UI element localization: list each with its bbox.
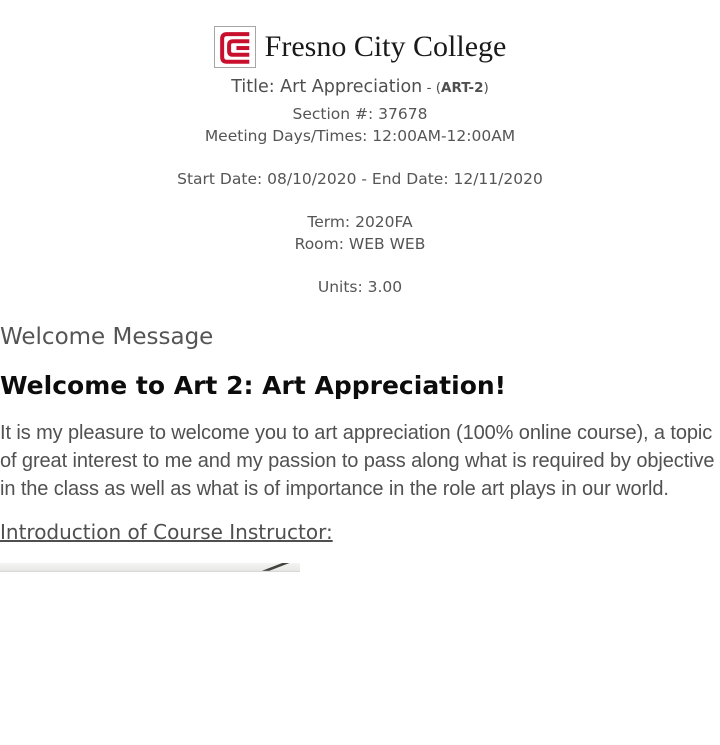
section-number: Section #: 37678 xyxy=(292,105,428,123)
welcome-content xyxy=(0,323,720,572)
room: Room: WEB WEB xyxy=(294,235,426,253)
welcome-paragraph: It is my pleasure to welcome you to art appreciation (100% online course), a topic of great interest to me and my passion to pass along what is required by objective in the class as well as what is of importance in the role art plays in our world. xyxy=(0,422,715,500)
instructor-link-row xyxy=(0,519,720,547)
instructor-photo xyxy=(0,563,300,572)
term: Term: 2020FA xyxy=(307,213,413,231)
meeting-days-times: Meeting Days/Times: 12:00AM-12:00AM xyxy=(204,127,516,145)
course-code: ART-2 xyxy=(441,80,484,96)
course-title-close-paren: ) xyxy=(483,80,489,96)
course-title-label: Title: Art Appreciation xyxy=(231,77,423,97)
welcome-message-heading: Welcome Message xyxy=(0,324,214,350)
start-end-dates: Start Date: 08/10/2020 - End Date: 12/11/2020 xyxy=(177,170,543,188)
course-page xyxy=(0,25,720,745)
fcc-monogram-icon xyxy=(214,26,256,68)
course-header xyxy=(0,25,720,298)
college-logo xyxy=(0,25,720,69)
welcome-title: Welcome to Art 2: Art Appreciation! xyxy=(0,371,507,400)
course-title-separator: - ( xyxy=(422,80,442,96)
units: Units: 3.00 xyxy=(317,278,403,296)
course-title xyxy=(0,76,720,99)
college-name: Fresno City College xyxy=(264,30,507,63)
instructor-intro-link[interactable]: Introduction of Course Instructor: xyxy=(0,520,333,544)
